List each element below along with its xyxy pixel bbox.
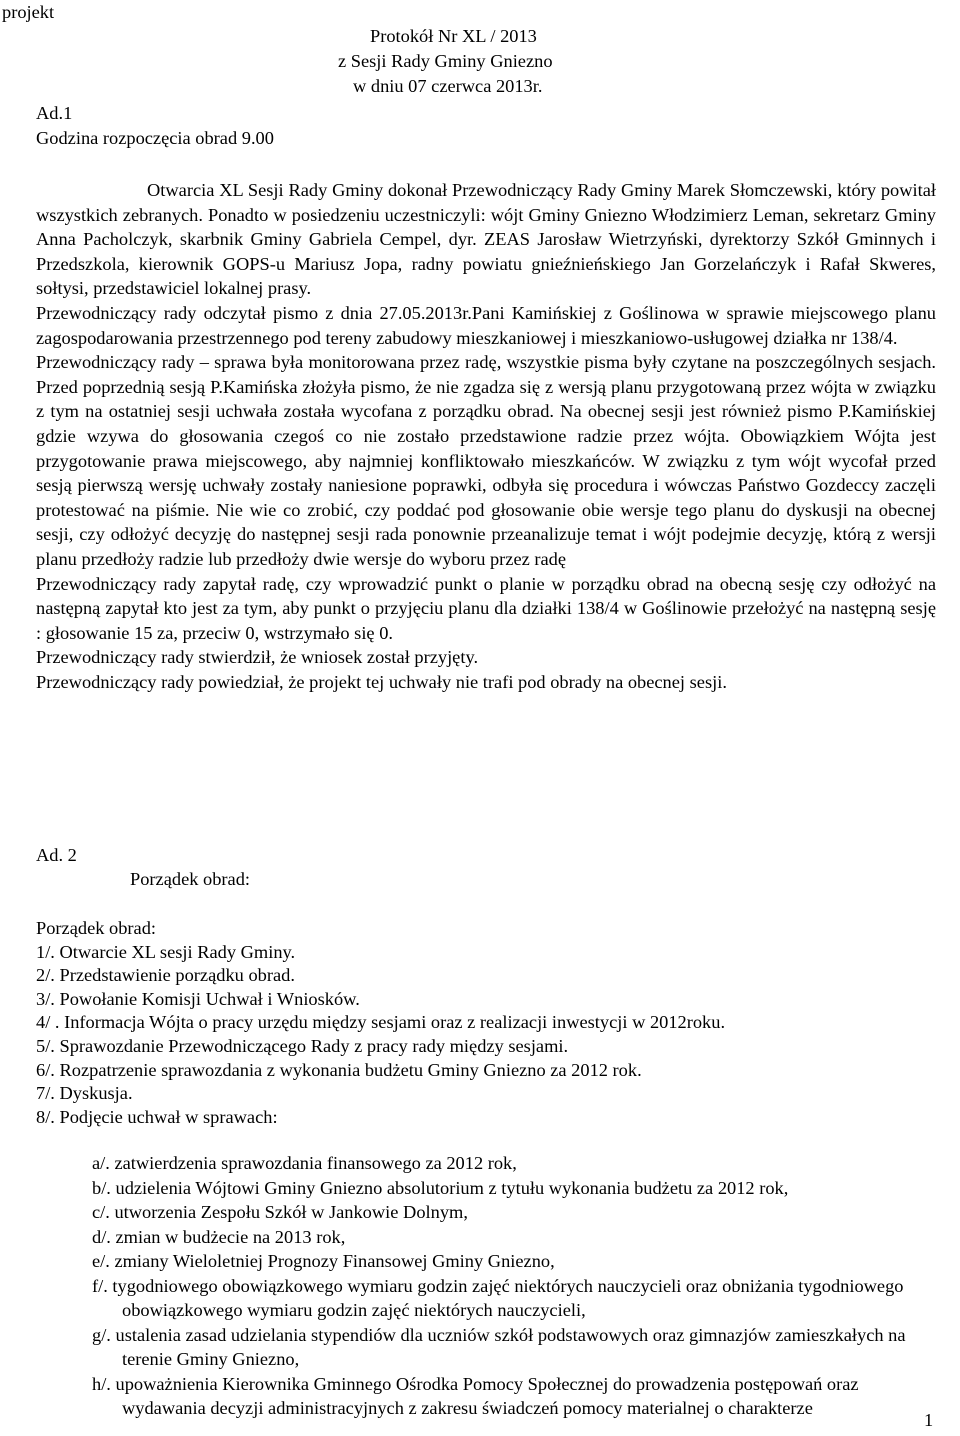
page-number: 1 <box>924 1410 934 1430</box>
list-item: 8/. Podjęcie uchwał w sprawach: <box>36 1106 278 1127</box>
list-item: 2/. Przedstawienie porządku obrad. <box>36 965 295 986</box>
ad1-body <box>36 178 936 694</box>
ad2-label: Ad. 2 <box>36 845 77 865</box>
start-time: Godzina rozpoczęcia obrad 9.00 <box>36 128 274 148</box>
ad1-label: Ad.1 <box>36 103 73 123</box>
chairman-statement: Przewodniczący rady – sprawa była monitorowana przez radę, wszystkie pisma były czytane na poszczególnych sesjach. Przed poprzednią sesją P.Kamińska złożyła pismo, że nie zgadza się z wersją planu przygotowaną przez wójta w związku z tym na ostatniej sesji uchwała została wycofana z porządku obrad. Na obecnej sesji jest również pismo P.Kamińskiej gdzie wzywa do głosowania czegoś co nie zostało przedstawione radzie przez wójta. Obowiązkiem Wójta jest przygotowanie prawa miejscowego, aby najmniej konfliktowało mieszkańców. W związku z tym wójt wycofał przed sesją pierwszą wersję uchwały zostały naniesione poprawki, odbyła się procedura i wówczas Państwo Gozdeccy zaczęli protestować na piśmie. Nie wie co zrobić, czy poddać pod głosowanie obie wersje tego planu do dyskusji na obecnej sesji, czy odłożyć decyzję do następnej sesji rada ponownie przeanalizuje temat i wójt podejmie decyzję, którą z wersji planu przedłoży radzie lub przedłoży dwie wersje do wyboru przez radę <box>36 352 936 569</box>
project-not-discussed: Przewodniczący rady powiedział, że projekt tej uchwały nie trafi pod obrady na obecnej sesji. <box>36 671 727 692</box>
opening-paragraph: Otwarcia XL Sesji Rady Gminy dokonał Przewodniczący Rady Gminy Marek Słomczewski, który powitał wszystkich zebranych. Ponadto w posiedzeniu uczestniczyli: wójt Gminy Gniezno Włodzimierz Leman, sekretarz Gminy Anna Pacholczyk, skarbnik Gminy Gabriela Cempel, dyr. ZEAS Jarosław Wietrzyński, dyrektorzy Szkół Gminnych i Przedszkola, kierownik GOPS-u Mariusz Jopa, radny powiatu gnieźnieńskiego Jan Gorzelańczyk i Rafał Skweres, sołtysi, przedstawiciel lokalnej prasy. <box>36 180 936 299</box>
vote-paragraph: Przewodniczący rady zapytał radę, czy wprowadzić punkt o planie w porządku obrad na obecną sesję czy odłożyć na następną zapytał kto jest za tym, aby punkt o przyjęciu planu dla działki 138/4 w Goślinowie przełożyć na następną sesję : głosowanie 15 za, przeciw 0, wstrzymało się 0. <box>36 573 936 643</box>
list-item: f/. tygodniowego obowiązkowego wymiaru godzin zajęć niektórych nauczycieli oraz obniżania tygodniowego obowiązkowego wymiaru godzin zajęć niektórych nauczycieli, <box>92 1275 904 1320</box>
list-item: 4/ . Informacja Wójta o pracy urzędu między sesjami oraz z realizacji inwestycji w 2012roku. <box>36 1012 726 1033</box>
list-item: 1/. Otwarcie XL sesji Rady Gminy. <box>36 941 296 962</box>
motion-accepted: Przewodniczący rady stwierdził, że wniosek został przyjęty. <box>36 647 479 668</box>
protocol-date: w dniu 07 czerwca 2013r. <box>353 76 543 96</box>
list-item: b/. udzielenia Wójtowi Gminy Gniezno absolutorium z tytułu wykonania budżetu za 2012 rok, <box>92 1177 789 1198</box>
draft-label: projekt <box>2 2 55 22</box>
letter-paragraph: Przewodniczący rady odczytał pismo z dnia 27.05.2013r.Pani Kamińskiej z Goślinowa w sprawie miejscowego planu zagospodarowania przestrzennego pod tereny zabudowy mieszkaniowej i mieszkaniowo-usługowej działka nr 138/4. <box>36 302 936 348</box>
agenda-list <box>36 917 725 1129</box>
list-item: 3/. Powołanie Komisji Uchwał i Wniosków. <box>36 988 360 1009</box>
list-item: e/. zmiany Wieloletniej Prognozy Finansowej Gminy Gniezno, <box>92 1251 555 1271</box>
list-item: a/. zatwierdzenia sprawozdania finansowego za 2012 rok, <box>92 1153 517 1173</box>
list-item: 6/. Rozpatrzenie sprawozdania z wykonania budżetu Gminy Gniezno za 2012 rok. <box>36 1059 642 1080</box>
agenda-list-title: Porządek obrad: <box>36 918 157 938</box>
list-item: 7/. Dyskusja. <box>36 1083 133 1104</box>
list-item: g/. ustalenia zasad udzielania stypendiów dla uczniów szkół podstawowych oraz gimnazjów zamieszkałych na terenie Gminy Gniezno, <box>92 1324 906 1369</box>
list-item: d/. zmian w budżecie na 2013 rok, <box>92 1226 346 1247</box>
list-item: c/. utworzenia Zespołu Szkół w Jankowie Dolnym, <box>92 1202 468 1222</box>
list-item: h/. upoważnienia Kierownika Gminnego Ośrodka Pomocy Społecznej do prowadzenia postępowań oraz wydawania decyzji administracyjnych z zakresu świadczeń pomocy materialnej o charakterze <box>92 1373 859 1418</box>
protocol-title: Protokół Nr XL / 2013 <box>370 26 537 46</box>
list-item: 5/. Sprawozdanie Przewodniczącego Rady z pracy rady między sesjami. <box>36 1035 569 1056</box>
resolution-sublist <box>92 1151 942 1421</box>
agenda-heading: Porządek obrad: <box>130 869 251 889</box>
protocol-subtitle: z Sesji Rady Gminy Gniezno <box>338 51 553 71</box>
